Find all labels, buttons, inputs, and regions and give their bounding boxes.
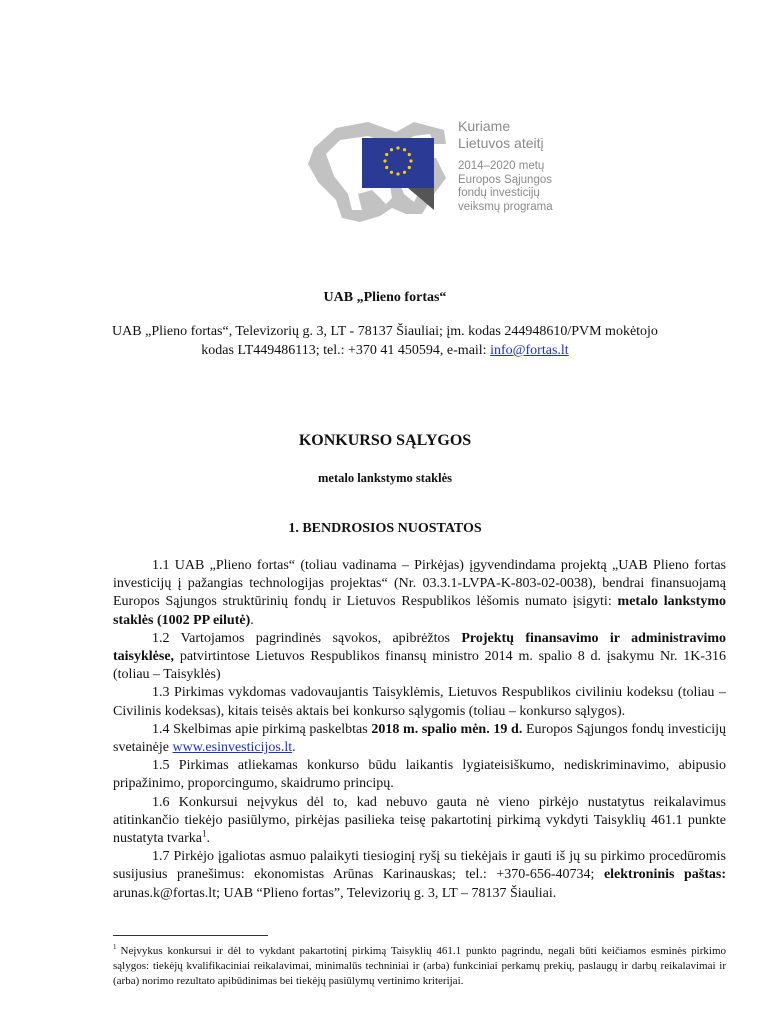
document-title: KONKURSO SĄLYGOS <box>298 432 472 449</box>
logo-line-1: Kuriame <box>458 118 511 134</box>
logo-line-4: Europos Sąjungos <box>458 173 552 186</box>
logo-line-2: Lietuvos ateitį <box>458 135 544 151</box>
p2-bold: Projektų finansavimo ir administravimo taisyklėse, <box>113 630 726 665</box>
paragraph-1-7 <box>113 848 726 903</box>
p1-bold: metalo lankstymo staklės (1002 PP eilutė) <box>113 594 727 628</box>
p4-date: 2018 m. spalio mėn. 19 d. <box>371 721 523 737</box>
p1-text: 1.1 UAB „Plieno fortas“ (toliau vadinama – Pirkėjas) įgyvendindama projektą „UAB Plieno fortas investicijų į pažangias technologijas projektas“ (Nr. 03.3.1-LVPA-K-803-02-0038), bendrai finansuojamą Europos Sąjungos struktūrinių fondų ir Lietuvos Respublikos lėšomis numato įsigyti: <box>113 558 726 610</box>
p6-text: 1.6 Konkursui neįvykus dėl to, kad nebuvo gauta nė vieno pirkėjo nustatytus reikalavimus atitinkančio tiekėjo pasiūlymo, pirkėjas pasilieka teisę pakartotinį pirkimą vykdyti Taisyklių 461.1 punkte nustatyta tvarka <box>113 794 726 847</box>
esinvesticijos-link[interactable]: www.esinvesticijos.lt <box>172 740 293 756</box>
footnote <box>113 944 726 989</box>
document-subtitle: metalo lankstymo staklės <box>317 471 453 485</box>
p1-end: . <box>250 612 254 628</box>
address-text: UAB „Plieno fortas“, Televizorių g. 3, LT - 78137 Šiauliai; įm. kodas 244948610/PVM mokėtojo kodas LT449486113; tel.: +370 41 450594, e-mail: <box>112 324 658 358</box>
paragraph-1-4 <box>113 721 726 757</box>
paragraph-1-3: 1.3 Pirkimas vykdomas vadovaujantis Taisyklėmis, Lietuvos Respublikos civiliniu kodeksu (toliau – Civilinis kodeksas), kitais teisės aktais bei konkurso sąlygomis (toliau – konkurso sąlygos). <box>113 685 726 719</box>
company-address <box>112 322 658 360</box>
footnote-ref[interactable]: 1 <box>202 828 207 839</box>
eu-flag <box>362 138 434 188</box>
p4-text: 1.4 Skelbimas apie pirkimą paskelbtas <box>152 721 368 737</box>
company-name: UAB „Plieno fortas“ <box>323 290 447 305</box>
logo-text <box>458 118 553 214</box>
p7-text: 1.7 Pirkėjo įgaliotas asmuo palaikyti tiesioginį ryšį su tiekėjais ir gauti iš jų su pirkimo procedūromis susijusius pranešimus: ekonomistas Arūnas Karinauskas; tel.: +370-656-40734; <box>113 849 726 883</box>
p4-text-2: Europos Sąjungos fondų investicijų svetainėje <box>113 721 726 756</box>
p4-end: . <box>292 740 296 756</box>
paragraph-1-5: 1.5 Pirkimas atliekamas konkurso būdu laikantis lygiateisiškumo, nediskriminavimo, abipusio pripažinimo, proporcingumo, skaidrumo principų. <box>113 758 726 792</box>
footnote-number: 1 <box>113 943 117 952</box>
paragraph-1-1 <box>113 557 726 630</box>
email-link[interactable]: info@fortas.lt <box>490 343 569 358</box>
p2-text-2: patvirtintose Lietuvos Respublikos finansų ministro 2014 m. spalio 8 d. įsakymu Nr. 1K-316 (toliau – Taisyklės) <box>113 649 727 683</box>
p6-end: . <box>206 831 211 847</box>
section-body <box>113 557 726 903</box>
logo-line-5: fondų investicijų <box>458 187 540 199</box>
footnote-text: Neįvykus konkursui ir dėl to vykdant pakartotinį pirkimą Taisyklių 461.1 punkto pagrindu, negali būti keičiamos esminės pirkimo sąlygos: tiekėjų kvalifikaciniai reikalavimai, minimalūs techniniai ir (arba) funkciniai perkamų prekių, paslaugų ir darbų reikalavimai ir (arba) norimo rezultato apibūdinimas bei tiekėjų pasiūlymų vertinimo kriterijai. <box>113 945 726 987</box>
section-title: 1. BENDROSIOS NUOSTATOS <box>288 521 482 536</box>
p2-text: 1.2 Vartojamos pagrindinės sąvokos, apibrėžtos <box>152 630 450 646</box>
paragraph-1-6 <box>113 794 726 849</box>
p7-text-2: arunas.k@fortas.lt; UAB “Plieno fortas”, Televizorių g. 3, LT – 78137 Šiauliai. <box>113 885 557 901</box>
logo-line-3: 2014–2020 metų <box>458 160 545 172</box>
paragraph-1-2 <box>113 630 726 685</box>
logo-line-6: veiksmų programa <box>458 200 553 213</box>
footnote-divider <box>113 935 268 936</box>
p7-bold: elektroninis paštas: <box>603 867 726 883</box>
